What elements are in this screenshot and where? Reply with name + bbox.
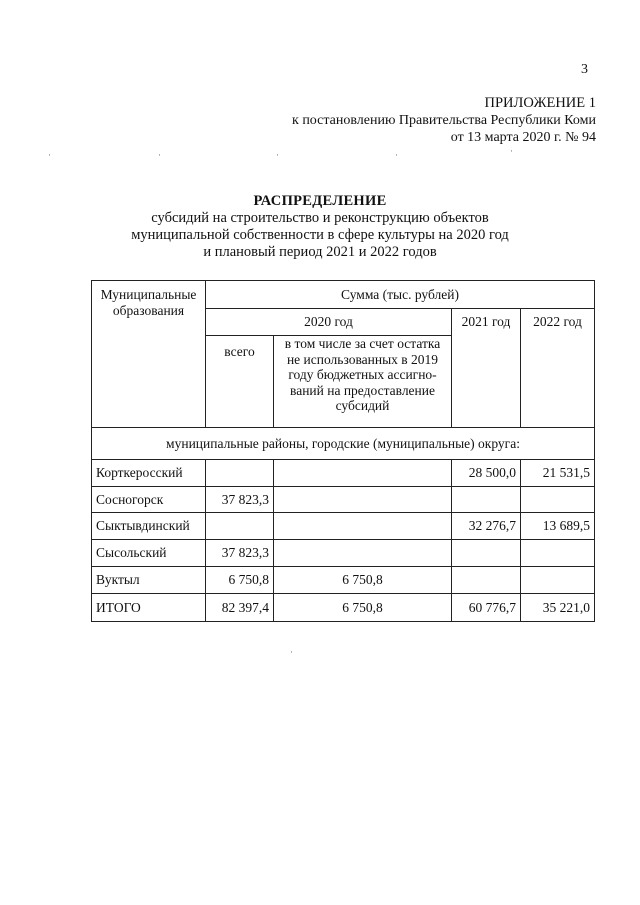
- cell-name: Вуктыл: [92, 567, 206, 594]
- cell-name: Сыктывдинский: [92, 513, 206, 540]
- cell-2022: 21 531,5: [521, 460, 595, 487]
- total-including: 6 750,8: [274, 594, 452, 622]
- cell-2021: 28 500,0: [452, 460, 521, 487]
- section-header: муниципальные районы, городские (муниципальные) округа:: [92, 428, 595, 460]
- cell-including: 6 750,8: [274, 567, 452, 594]
- table-row: [92, 540, 595, 567]
- cell-2022: 13 689,5: [521, 513, 595, 540]
- appendix-header: [292, 95, 596, 146]
- subsidy-table: [91, 280, 595, 622]
- header-municipality: Муниципальные образования: [92, 281, 206, 428]
- header-2021: 2021 год: [452, 309, 521, 428]
- document-subtitle-3: и плановый период 2021 и 2022 годов: [203, 244, 437, 260]
- cell-2021: 32 276,7: [452, 513, 521, 540]
- cell-name: Сосногорск: [92, 487, 206, 513]
- total-label: ИТОГО: [92, 594, 206, 622]
- cell-total: 37 823,3: [206, 540, 274, 567]
- document-heading: [0, 193, 640, 261]
- cell-2021: [452, 540, 521, 567]
- header-total: всего: [206, 336, 274, 428]
- cell-including: [274, 460, 452, 487]
- appendix-line-2: от 13 марта 2020 г. № 94: [450, 130, 596, 145]
- cell-total: [206, 460, 274, 487]
- cell-2021: [452, 487, 521, 513]
- header-sum: Сумма (тыс. рублей): [206, 281, 595, 309]
- cell-2022: [521, 487, 595, 513]
- page-number: 3: [581, 62, 588, 77]
- cell-2021: [452, 567, 521, 594]
- total-2021: 60 776,7: [452, 594, 521, 622]
- appendix-title: ПРИЛОЖЕНИЕ 1: [484, 95, 596, 111]
- table-row: [92, 567, 595, 594]
- document-subtitle-1: субсидий на строительство и реконструкцию объектов: [151, 210, 489, 226]
- document-subtitle-2: муниципальной собственности в сфере культуры на 2020 год: [131, 227, 509, 243]
- cell-total: [206, 513, 274, 540]
- cell-including: [274, 487, 452, 513]
- header-2022: 2022 год: [521, 309, 595, 428]
- cell-name: Сысольский: [92, 540, 206, 567]
- cell-total: 37 823,3: [206, 487, 274, 513]
- header-2020: 2020 год: [206, 309, 452, 336]
- total-row: [92, 594, 595, 622]
- cell-including: [274, 540, 452, 567]
- table-row: [92, 460, 595, 487]
- table-row: [92, 487, 595, 513]
- cell-2022: [521, 540, 595, 567]
- document-title: РАСПРЕДЕЛЕНИЕ: [253, 193, 387, 209]
- header-including: в том числе за счет остатка не использованных в 2019 году бюджетных ассигно- ваний на предоставление субсидий: [274, 336, 452, 428]
- table-row: [92, 513, 595, 540]
- cell-total: 6 750,8: [206, 567, 274, 594]
- cell-including: [274, 513, 452, 540]
- cell-name: Корткеросский: [92, 460, 206, 487]
- total-sum: 82 397,4: [206, 594, 274, 622]
- total-2022: 35 221,0: [521, 594, 595, 622]
- appendix-line-1: к постановлению Правительства Республики Коми: [292, 113, 596, 128]
- cell-2022: [521, 567, 595, 594]
